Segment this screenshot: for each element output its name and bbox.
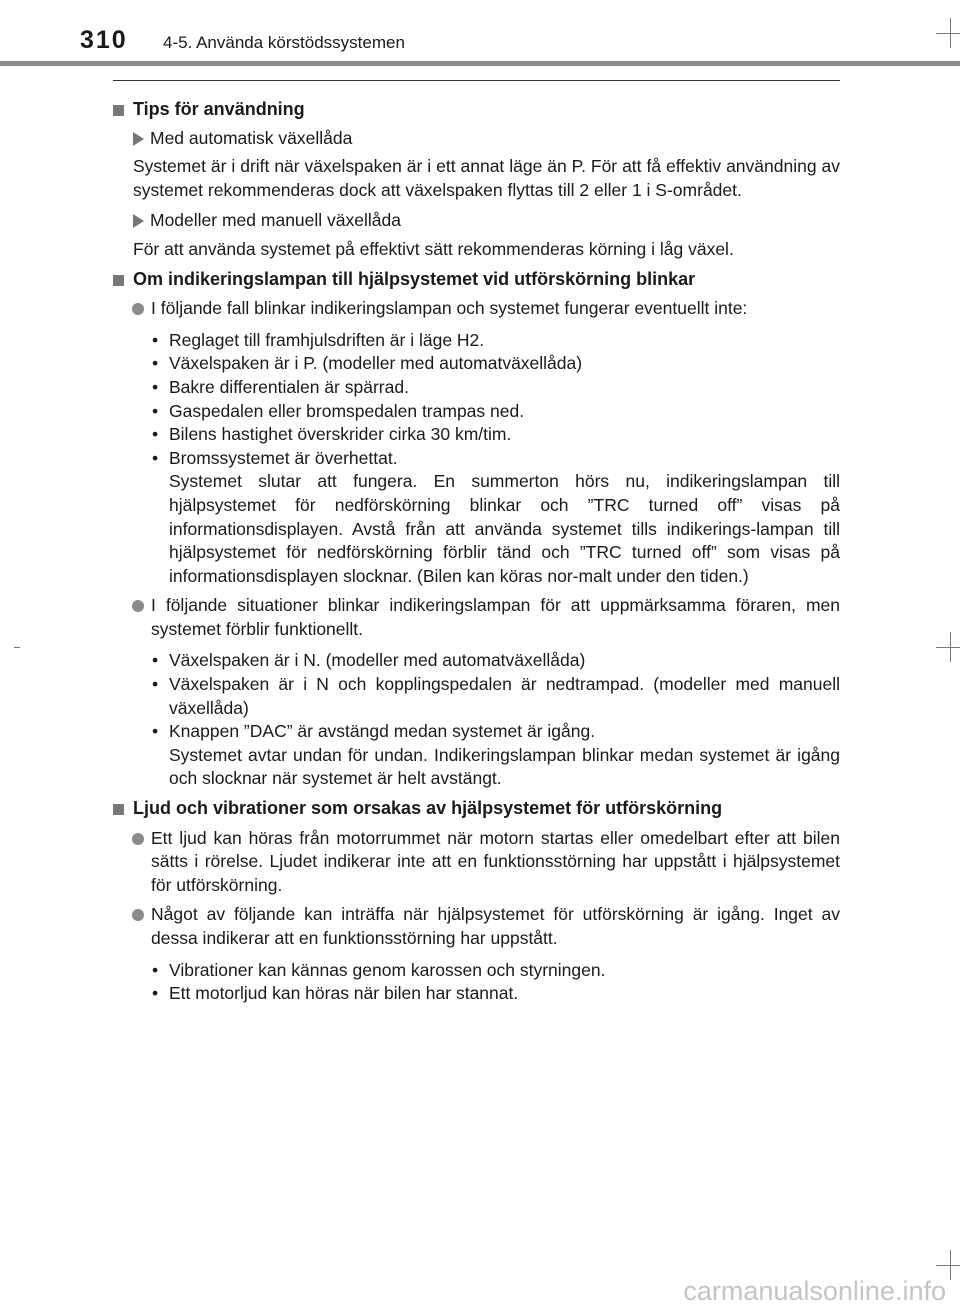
list-item: • Bromssystemet är överhettat. bbox=[152, 447, 398, 468]
header-band bbox=[0, 61, 960, 66]
bullet-paragraph: I följande fall blinkar indikeringslampan och systemet fungerar eventuellt inte: bbox=[113, 297, 840, 321]
section-title-noise: Ljud och vibrationer som orsakas av hjälpsystemet för utförskörning bbox=[113, 797, 840, 821]
list-item: • Reglaget till framhjulsdriften är i läge H2. bbox=[152, 329, 485, 350]
list-item: • Ett motorljud kan höras när bilen har stannat. bbox=[152, 983, 519, 1004]
bullet-paragraph: Något av följande kan inträffa när hjälpsystemet för utförskörning är igång. Inget av dessa indikerar att en funktionsstörning har uppstått. bbox=[113, 903, 840, 950]
list-item: • Knappen ”DAC” är avstängd medan systemet är igång. bbox=[152, 721, 596, 742]
list-item: • Växelspaken är i N och kopplingspedalen är nedtrampad. (modeller med manuell växellåda) bbox=[152, 674, 840, 718]
bullet-paragraph: Ett ljud kan höras från motorrummet när motorn startas eller omedelbart efter att bilen sätts i rörelse. Ljudet indikerar inte att en funktionsstörning har uppstått i hjälpsystemet för utförskörning. bbox=[113, 827, 840, 898]
list-continuation: Systemet avtar undan för undan. Indikeringslampan blinkar medan systemet är igång och slocknar när systemet är helt avstängt. bbox=[169, 744, 840, 789]
page-number: 310 bbox=[80, 26, 128, 54]
list-item: • Gaspedalen eller bromspedalen trampas ned. bbox=[152, 400, 525, 421]
circle-bullet-icon bbox=[132, 833, 144, 845]
list-item: • Växelspaken är i N. (modeller med automatväxellåda) bbox=[152, 650, 586, 671]
triangle-bullet-icon bbox=[133, 214, 144, 228]
circle-bullet-icon bbox=[132, 303, 144, 315]
crop-mark bbox=[936, 647, 960, 648]
paragraph-automatic: Systemet är i drift när växelspaken är i ett annat läge än P. För att få effektiv användning av systemet rekommenderas dock att växelspaken flyttas till 2 eller 1 i S-området. bbox=[133, 156, 840, 200]
section-title-tips: Tips för användning bbox=[113, 98, 840, 122]
page-content bbox=[113, 92, 840, 1006]
crop-mark bbox=[14, 647, 20, 648]
dash-list bbox=[113, 959, 840, 1006]
dash-list bbox=[113, 649, 840, 791]
subheading-manual: Modeller med manuell växellåda bbox=[113, 209, 840, 233]
bullet-paragraph: I följande situationer blinkar indikeringslampan för att uppmärksamma föraren, men systemet förblir funktionellt. bbox=[113, 594, 840, 641]
square-bullet-icon bbox=[113, 105, 124, 116]
square-bullet-icon bbox=[113, 275, 124, 286]
triangle-bullet-icon bbox=[133, 132, 144, 146]
content-rule bbox=[113, 80, 840, 81]
list-item: • Vibrationer kan kännas genom karossen och styrningen. bbox=[152, 959, 606, 980]
list-item: • Växelspaken är i P. (modeller med automatväxellåda) bbox=[152, 353, 583, 374]
section-title-indicator: Om indikeringslampan till hjälpsystemet vid utförskörning blinkar bbox=[113, 268, 840, 292]
dash-list bbox=[113, 329, 840, 589]
paragraph-manual: För att använda systemet på effektivt sätt rekommenderas körning i låg växel. bbox=[133, 238, 734, 259]
square-bullet-icon bbox=[113, 804, 124, 815]
watermark: carmanualsonline.info bbox=[683, 1276, 946, 1306]
crop-mark bbox=[936, 1265, 960, 1266]
circle-bullet-icon bbox=[132, 600, 144, 612]
list-item: • Bilens hastighet överskrider cirka 30 km/tim. bbox=[152, 424, 512, 445]
chapter-title: 4-5. Använda körstödssystemen bbox=[163, 33, 405, 52]
circle-bullet-icon bbox=[132, 909, 144, 921]
list-item: • Bakre differentialen är spärrad. bbox=[152, 376, 409, 397]
list-continuation: Systemet slutar att fungera. En summerton hörs nu, indikeringslampan till hjälpsystemet för nedförskörning blinkar och ”TRC turned off” visas på informationsdisplayen. Avstå från att använda systemet tills indikerings-lampan till hjälpsystemet för nedförskörning förblir tänd och ”TRC turned off” som visas på informationsdisplayen slocknar. (Bilen kan köras nor-malt under den tiden.) bbox=[169, 471, 840, 586]
subheading-automatic: Med automatisk växellåda bbox=[113, 127, 840, 151]
crop-mark bbox=[936, 33, 960, 34]
